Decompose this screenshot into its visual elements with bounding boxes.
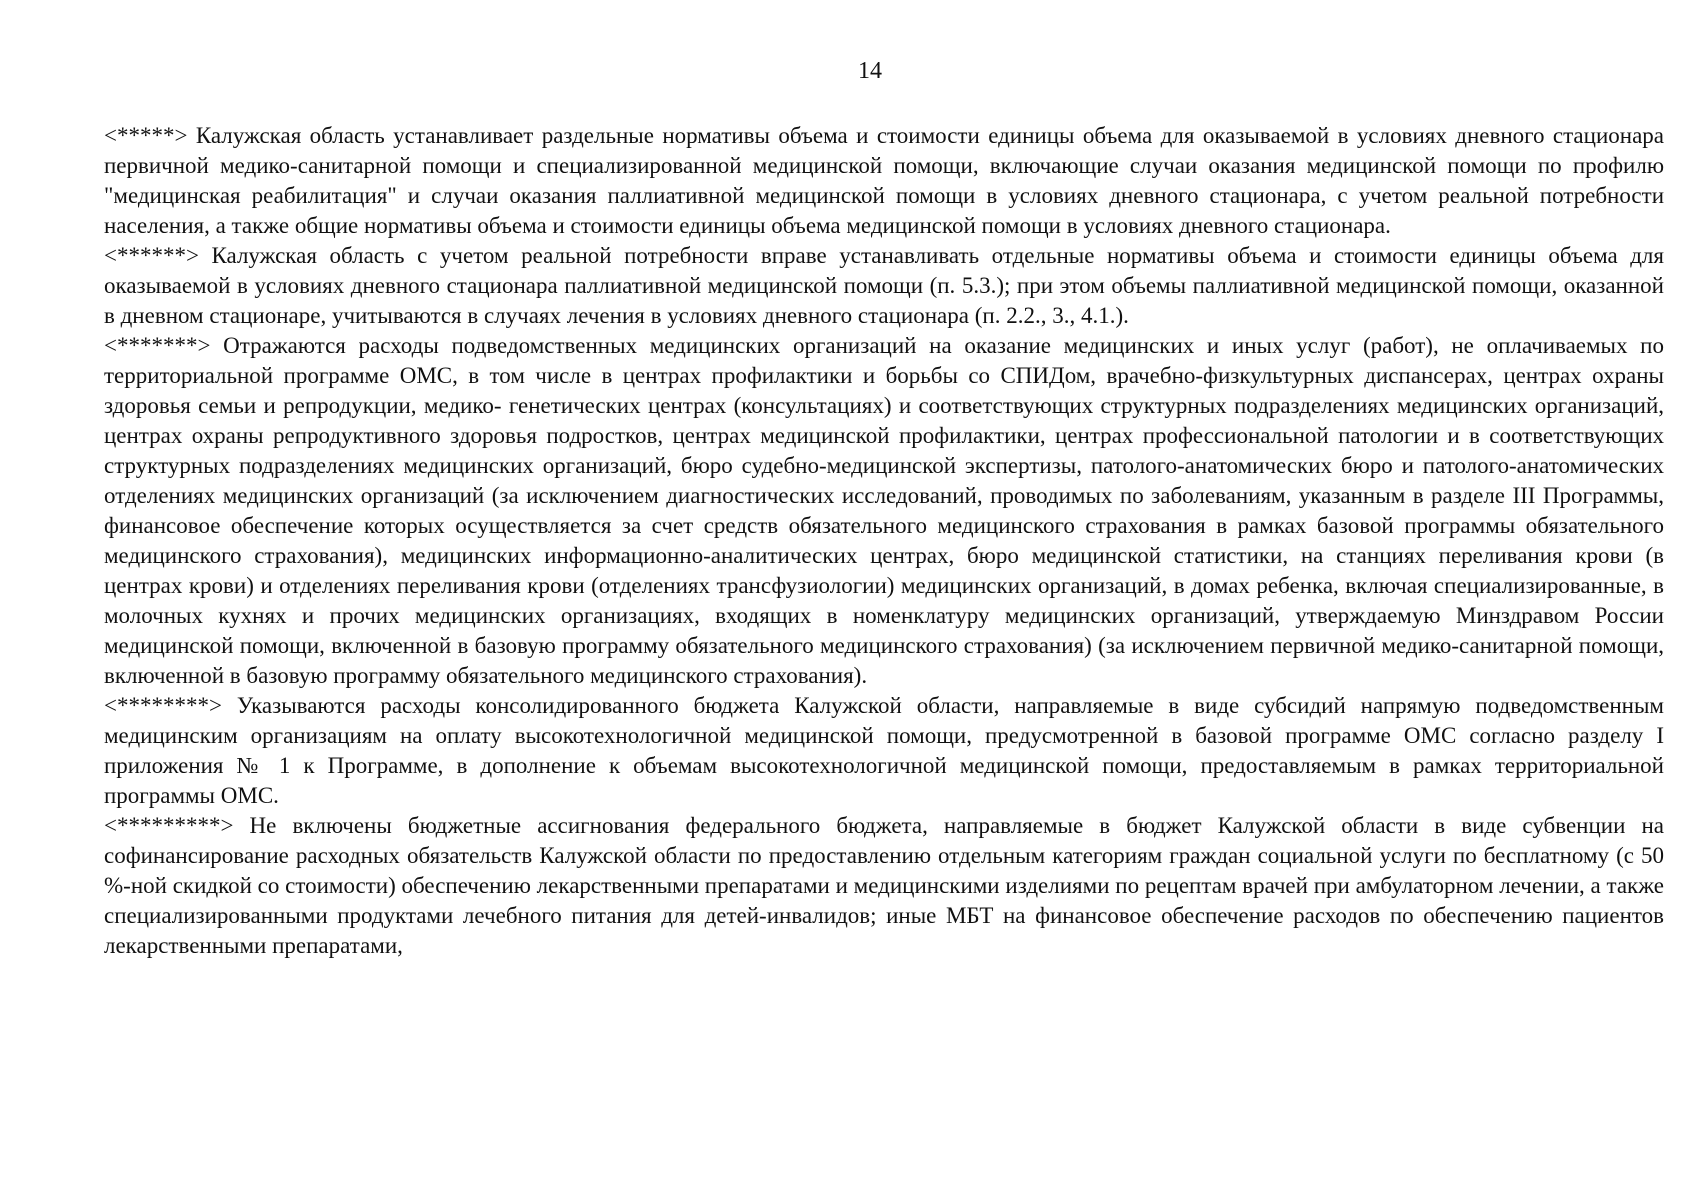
page-number: 14: [858, 58, 882, 84]
footnote-9-stars: <*********> Не включены бюджетные ассигнования федерального бюджета, направляемые в бюджет Калужской области в виде субвенции на софинансирование расходных обязательств Калужской области по предоставлению отдельным категориям граждан социальной услуги по бесплатному (с 50 %-ной скидкой со стоимости) обеспечению лекарственными препаратами и медицинскими изделиями по рецептам врачей при амбулаторном лечении, а также специализированными продуктами лечебного питания для детей-инвалидов; иные МБТ на финансовое обеспечение расходов по обеспечению пациентов лекарственными препаратами,: [104, 813, 1664, 958]
footnotes-block: [104, 121, 1664, 961]
footnote-6-stars: <******> Калужская область с учетом реальной потребности вправе устанавливать отдельные нормативы объема и стоимости единицы объема для оказываемой в условиях дневного стационара паллиативной медицинской помощи (п. 5.3.); при этом объемы паллиативной медицинской помощи, оказанной в дневном стационаре, учитываются в случаях лечения в условиях дневного стационара (п. 2.2., 3., 4.1.).: [104, 243, 1664, 328]
footnote-5-stars: <*****> Калужская область устанавливает раздельные нормативы объема и стоимости единицы объема для оказываемой в условиях дневного стационара первичной медико-санитарной помощи и специализированной медицинской помощи, включающие случаи оказания медицинской помощи по профилю "медицинская реабилитация" и случаи оказания паллиативной медицинской помощи в условиях дневного стационара, с учетом реальной потребности населения, а также общие нормативы объема и стоимости единицы объема медицинской помощи в условиях дневного стационара.: [104, 123, 1664, 238]
footnote-8-stars: <********> Указываются расходы консолидированного бюджета Калужской области, направляемые в виде субсидий напрямую подведомственным медицинским организациям на оплату высокотехнологичной медицинской помощи, предусмотренной в базовой программе ОМС согласно разделу I приложения № 1 к Программе, в дополнение к объемам высокотехнологичной медицинской помощи, предоставляемым в рамках территориальной программы ОМС.: [104, 693, 1664, 808]
footnote-7-stars: <*******> Отражаются расходы подведомственных медицинских организаций на оказание медицинских и иных услуг (работ), не оплачиваемых по территориальной программе ОМС, в том числе в центрах профилактики и борьбы со СПИДом, врачебно-физкультурных диспансерах, центрах охраны здоровья семьи и репродукции, медико- генетических центрах (консультациях) и соответствующих структурных подразделениях медицинских организаций, центрах охраны репродуктивного здоровья подростков, центрах медицинской профилактики, центрах профессиональной патологии и в соответствующих структурных подразделениях медицинских организаций, бюро судебно-медицинской экспертизы, патолого-анатомических бюро и патолого-анатомических отделениях медицинских организаций (за исключением диагностических исследований, проводимых по заболеваниям, указанным в разделе III Программы, финансовое обеспечение которых осуществляется за счет средств обязательного медицинского страхования в рамках базовой программы обязательного медицинского страхования), медицинских информационно-аналитических центрах, бюро медицинской статистики, на станциях переливания крови (в центрах крови) и отделениях переливания крови (отделениях трансфузиологии) медицинских организаций, в домах ребенка, включая специализированные, в молочных кухнях и прочих медицинских организациях, входящих в номенклатуру медицинских организаций, утверждаемую Минздравом России медицинской помощи, включенной в базовую программу обязательного медицинского страхования) (за исключением первичной медико-санитарной помощи, включенной в базовую программу обязательного медицинского страхования).: [104, 333, 1664, 688]
